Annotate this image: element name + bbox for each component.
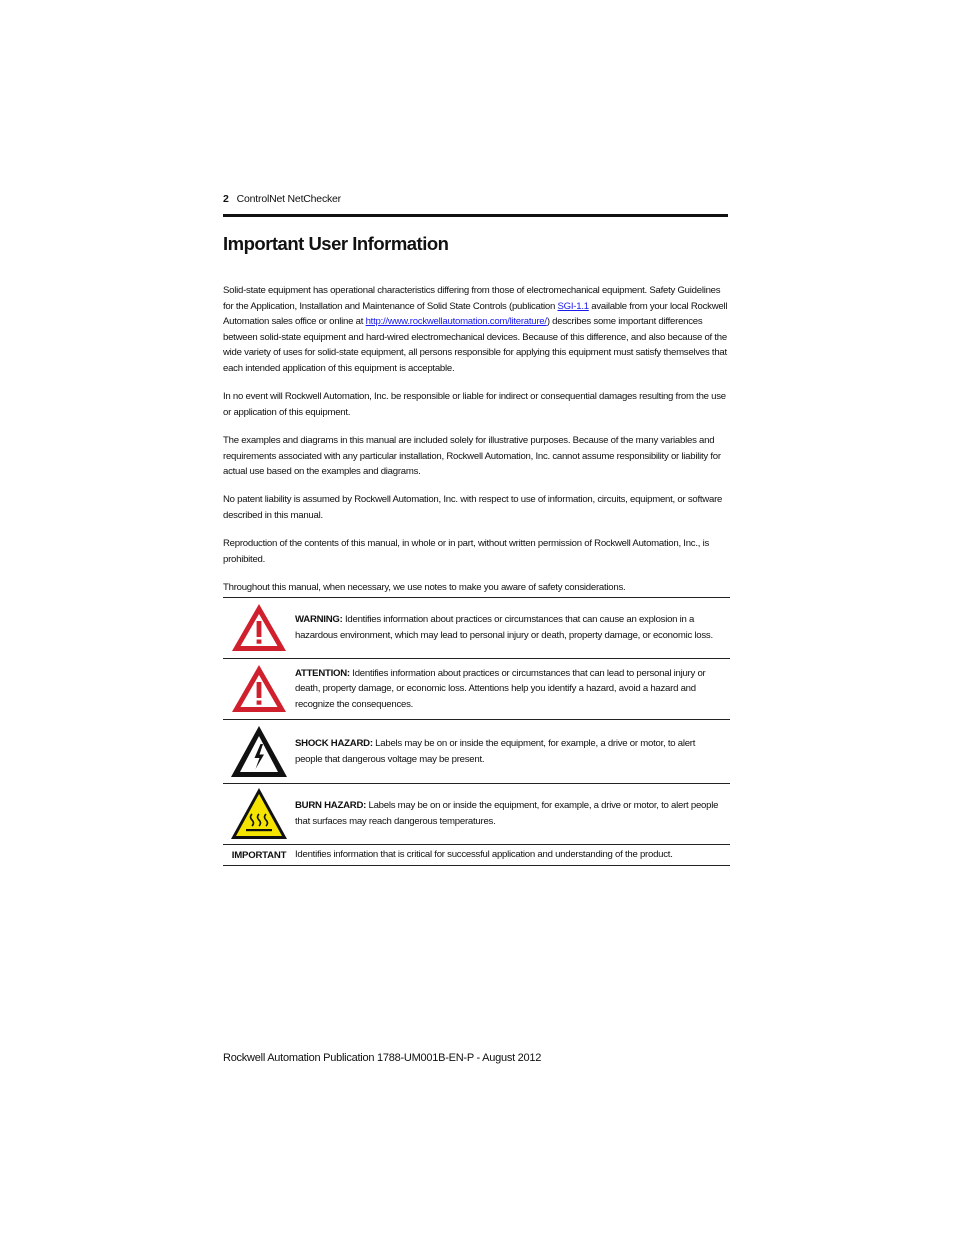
attention-label: ATTENTION: [295, 667, 350, 679]
notice-warning [223, 598, 730, 659]
warning-description: Identifies information about practices or circumstances that can cause an explosion in a hazardous environment, which may lead to personal injury or death, property damage, or economic loss. [295, 614, 713, 641]
warning-label: WARNING: [295, 614, 343, 626]
page-footer: Rockwell Automation Publication 1788-UM001B-EN-P - August 2012 [223, 1052, 542, 1064]
paragraph-1-part-c: ) describes some important differences between solid-state equipment and hard-wired electromechanical devices. Because of this difference, and also because of the wide variety of uses for solid-state equipment, all persons responsible for applying this equipment must satisfy themselves that each intended application of this equipment is acceptable. [223, 316, 727, 374]
page-number: 2 [223, 193, 229, 205]
paragraph-4: No patent liability is assumed by Rockwell Automation, Inc. with respect to use of information, circuits, equipment, or software described in this manual. [223, 494, 723, 521]
paragraph-6: Throughout this manual, when necessary, we use notes to make you aware of safety considerations. [223, 581, 626, 593]
paragraph-5: Reproduction of the contents of this manual, in whole or in part, without written permission of Rockwell Automation, Inc., is prohibited. [223, 538, 710, 565]
shock-hazard-description: Labels may be on or inside the equipment, for example, a drive or motor, to alert people that dangerous voltage may be present. [295, 737, 696, 765]
attention-triangle-icon [223, 663, 295, 715]
attention-description: Identifies information about practices or circumstances that can lead to personal injury or death, property damage, or economic loss. Attentions help you identify a hazard, avoid a hazard and recognize the consequences. [295, 667, 706, 710]
literature-link[interactable]: http://www.rockwellautomation.com/literature/ [365, 316, 547, 328]
notice-warning-text [295, 612, 730, 643]
notice-attention [223, 659, 730, 720]
paragraph-1-part-b: available from your local Rockwell Automation sales office or online at [223, 300, 728, 328]
header-rule [223, 214, 728, 217]
body-text [223, 283, 729, 608]
paragraph-1-part-a: Solid-state equipment has operational characteristics differing from those of electromechanical equipment. Safety Guidelines for the Application, Installation and Maintenance of Solid State Controls (publication [223, 285, 721, 312]
shock-hazard-icon [223, 725, 295, 779]
important-description: Identifies information that is critical for successful application and understanding of the product. [295, 849, 673, 861]
page-title: Important User Information [223, 233, 449, 254]
burn-hazard-label: BURN HAZARD: [295, 800, 367, 812]
paragraph-1 [223, 283, 729, 377]
notice-shock-hazard [223, 720, 730, 784]
running-header [223, 193, 728, 205]
shock-hazard-label: SHOCK HAZARD: [295, 737, 373, 749]
paragraph-3: The examples and diagrams in this manual are included solely for illustrative purposes. Because of the many variables and requirements associated with any particular installation, Rockwell Automation, Inc. cannot assume responsibility or liability for actual use based on the examples and diagrams. [223, 434, 721, 478]
notice-attention-text [295, 666, 730, 713]
notice-burn-hazard [223, 784, 730, 845]
notice-important [223, 845, 730, 866]
warning-triangle-icon [223, 602, 295, 654]
important-label: IMPORTANT [231, 849, 287, 861]
sgi-link[interactable]: SGI-1.1 [557, 300, 589, 312]
notice-shock-hazard-text [295, 736, 730, 767]
burn-hazard-description: Labels may be on or inside the equipment, for example, a drive or motor, to alert people that surfaces may reach dangerous temperatures. [295, 800, 719, 827]
burn-hazard-icon [223, 787, 295, 841]
safety-notices-table [223, 597, 730, 866]
running-title: ControlNet NetChecker [236, 193, 341, 205]
paragraph-2: In no event will Rockwell Automation, Inc. be responsible or liable for indirect or consequential damages resulting from the use or application of this equipment. [223, 391, 726, 418]
notice-burn-hazard-text [295, 798, 730, 829]
